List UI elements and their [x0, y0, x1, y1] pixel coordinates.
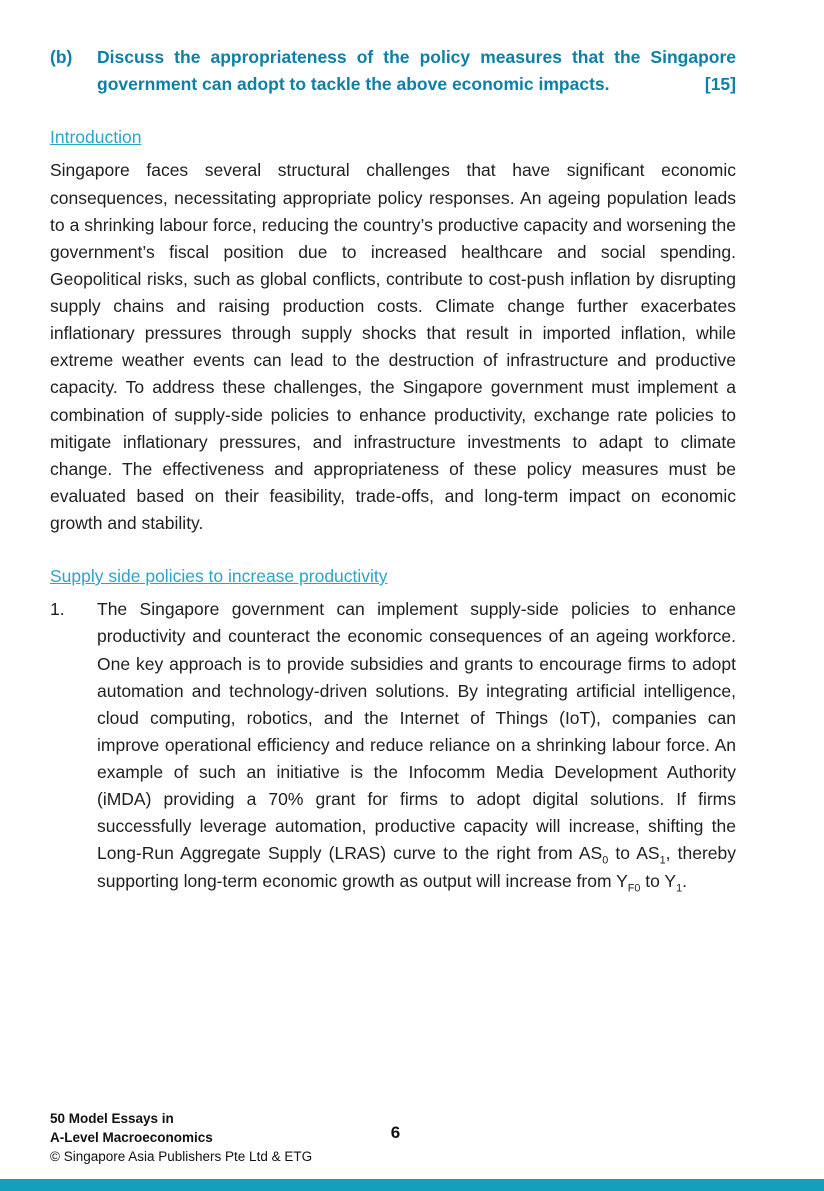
footer-copyright: © Singapore Asia Publishers Pte Ltd & ETG [50, 1149, 313, 1165]
footer-series-title-line1: 50 Model Essays in [50, 1111, 174, 1127]
question-body [97, 44, 736, 98]
introduction-paragraph: Singapore faces several structural challenges that have significant economic consequences, necessitating appropriate policy responses. An ageing population leads to a shrinking labour force, reducing the country’s productive capacity and worsening the government’s fiscal position due to increased healthcare and social spending. Geopolitical risks, such as global conflicts, contribute to cost-push inflation by disrupting supply chains and raising production costs. Climate change further exacerbates inflationary pressures through supply shocks that result in imported inflation, while extreme weather events can lead to the destruction of infrastructure and productive capacity. To address these challenges, the Singapore government must implement a combination of supply-side policies to enhance productivity, exchange rate policies to mitigate inflationary pressures, and infrastructure investments to adapt to climate change. The effectiveness and appropriateness of these policy measures must be evaluated based on their feasibility, trade-offs, and long-term impact on economic growth and stability. [50, 160, 736, 533]
list-item-text: The Singapore government can implement supply-side policies to enhance productivity and counteract the economic consequences of an ageing workforce. One key approach is to provide subsidies and grants to encourage firms to adopt automation and technology-driven solutions. By integrating artificial intelligence, cloud computing, robotics, and the Internet of Things (IoT), companies can improve operational efficiency and reduce reliance on a shrinking labour force. An example of such an initiative is the Infocomm Media Development Authority (iMDA) providing a 70% grant for firms to adopt digital solutions. If firms successfully leverage automation, productive capacity will increase, shifting the Long-Run Aggregate Supply (LRAS) curve to the right from $AS_0$ to $AS_1$, thereby supporting long-term economic growth as output will increase from $Y_{F0}$ to $Y_1$. [97, 599, 736, 894]
list-item-number: 1. [50, 599, 65, 620]
page-number: 6 [390, 1123, 401, 1142]
footer-series-title-line2: A-Level Macroeconomics [50, 1130, 213, 1146]
section-heading-supply-side-policies: Supply side policies to increase productivity [50, 566, 388, 587]
list-item-1 [50, 596, 736, 894]
question-label: (b) [50, 47, 73, 67]
question-marks: [15] [704, 74, 736, 95]
footer-accent-bar [0, 1179, 824, 1191]
question-text: Discuss the appropriateness of the policy measures that the Singapore government can adopt to tackle the above economic impacts. [97, 47, 736, 95]
question-heading [50, 44, 736, 98]
page-content [50, 44, 736, 895]
section-heading-introduction: Introduction [50, 127, 142, 148]
